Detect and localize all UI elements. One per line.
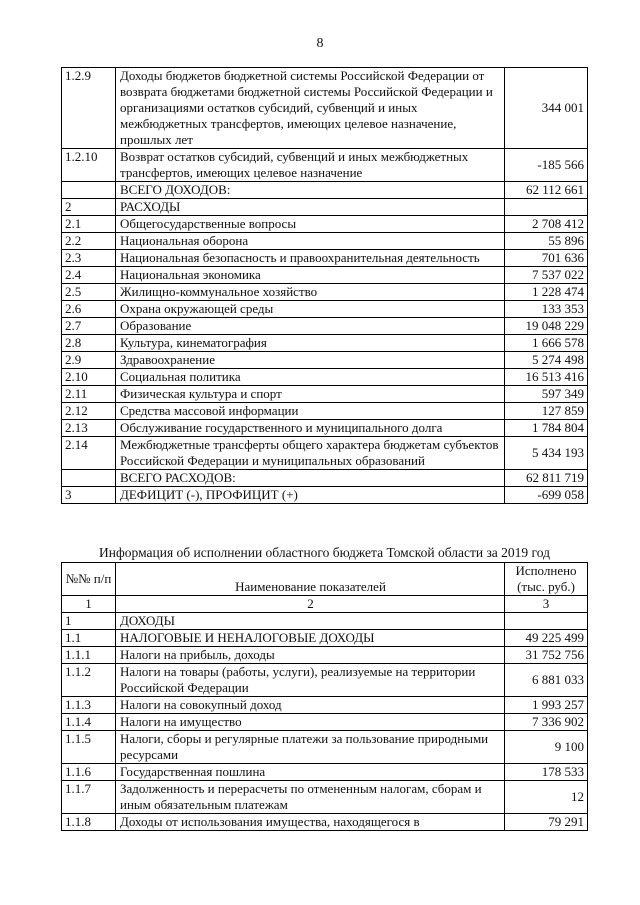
row-value: 2 708 412 xyxy=(505,216,588,233)
table-row xyxy=(62,352,588,369)
row-value: 127 859 xyxy=(505,403,588,420)
row-name: Налоги на имущество xyxy=(116,714,505,731)
row-name: Возврат остатков субсидий, субвенций и иных межбюджетных трансфертов, имеющих целевое назначение xyxy=(116,149,505,182)
table-row xyxy=(62,470,588,487)
table-row xyxy=(62,781,588,814)
row-value: 5 274 498 xyxy=(505,352,588,369)
row-name: ВСЕГО РАСХОДОВ: xyxy=(116,470,505,487)
budget-execution-table xyxy=(61,562,588,831)
table-row xyxy=(62,68,588,149)
row-name: Налоги на прибыль, доходы xyxy=(116,647,505,664)
row-code: 2.11 xyxy=(62,386,116,403)
table-row xyxy=(62,233,588,250)
table-row xyxy=(62,369,588,386)
row-value: 133 353 xyxy=(505,301,588,318)
row-name: Государственная пошлина xyxy=(116,764,505,781)
header-executed: Исполнено (тыс. руб.) xyxy=(505,563,588,596)
row-value: 5 434 193 xyxy=(505,437,588,470)
table-row xyxy=(62,714,588,731)
row-code: 1.1.6 xyxy=(62,764,116,781)
row-value: 597 349 xyxy=(505,386,588,403)
row-value: -699 058 xyxy=(505,487,588,504)
row-value: 62 112 661 xyxy=(505,182,588,199)
table-row xyxy=(62,335,588,352)
row-value: 701 636 xyxy=(505,250,588,267)
column-number: 3 xyxy=(505,596,588,613)
table-row xyxy=(62,386,588,403)
row-code: 2.1 xyxy=(62,216,116,233)
row-name: Средства массовой информации xyxy=(116,403,505,420)
row-code xyxy=(62,182,116,199)
row-name: Доходы бюджетов бюджетной системы Российской Федерации от возврата бюджетами бюджетной системы Российской Федерации и организациями остатков субсидий, субвенций и иных межбюджетных трансфертов, имеющих целевое назначение, прошлых лет xyxy=(116,68,505,149)
row-value: 31 752 756 xyxy=(505,647,588,664)
table-row xyxy=(62,182,588,199)
row-name: Жилищно-коммунальное хозяйство xyxy=(116,284,505,301)
row-value: 1 228 474 xyxy=(505,284,588,301)
header-name: Наименование показателей xyxy=(116,563,505,596)
table-row xyxy=(62,814,588,831)
table-row xyxy=(62,216,588,233)
row-value: 1 993 257 xyxy=(505,697,588,714)
row-name: Общегосударственные вопросы xyxy=(116,216,505,233)
row-name: Межбюджетные трансферты общего характера бюджетам субъектов Российской Федерации и муниципальных образований xyxy=(116,437,505,470)
row-name: Охрана окружающей среды xyxy=(116,301,505,318)
row-code: 2.14 xyxy=(62,437,116,470)
table-row xyxy=(62,613,588,630)
row-value: 7 336 902 xyxy=(505,714,588,731)
table-row xyxy=(62,403,588,420)
row-code: 1.1.2 xyxy=(62,664,116,697)
column-number: 1 xyxy=(62,596,116,613)
row-value: 1 666 578 xyxy=(505,335,588,352)
table-row xyxy=(62,301,588,318)
row-value: 16 513 416 xyxy=(505,369,588,386)
row-code: 1.2.9 xyxy=(62,68,116,149)
row-name: РАСХОДЫ xyxy=(116,199,505,216)
table-row xyxy=(62,149,588,182)
row-name: Задолженность и перерасчеты по отмененным налогам, сборам и иным обязательным платежам xyxy=(116,781,505,814)
row-code: 2.3 xyxy=(62,250,116,267)
row-name: ДЕФИЦИТ (-), ПРОФИЦИТ (+) xyxy=(116,487,505,504)
row-name: Налоги на совокупный доход xyxy=(116,697,505,714)
row-name: Национальная безопасность и правоохранительная деятельность xyxy=(116,250,505,267)
row-code: 2.10 xyxy=(62,369,116,386)
row-name: Физическая культура и спорт xyxy=(116,386,505,403)
row-value: 7 537 022 xyxy=(505,267,588,284)
row-code: 2.7 xyxy=(62,318,116,335)
row-code: 2.13 xyxy=(62,420,116,437)
table-row xyxy=(62,697,588,714)
table-row xyxy=(62,437,588,470)
row-code: 1.1.3 xyxy=(62,697,116,714)
table-row xyxy=(62,267,588,284)
row-name: НАЛОГОВЫЕ И НЕНАЛОГОВЫЕ ДОХОДЫ xyxy=(116,630,505,647)
row-value: -185 566 xyxy=(505,149,588,182)
column-number-row xyxy=(62,596,588,613)
row-name: Национальная оборона xyxy=(116,233,505,250)
row-name: Образование xyxy=(116,318,505,335)
page-number: 8 xyxy=(316,36,324,51)
row-code: 1.1.8 xyxy=(62,814,116,831)
row-name: Доходы от использования имущества, находящегося в xyxy=(116,814,505,831)
table-row xyxy=(62,630,588,647)
row-name: Здравоохранение xyxy=(116,352,505,369)
row-code: 1.2.10 xyxy=(62,149,116,182)
row-code: 1.1.5 xyxy=(62,731,116,764)
row-value: 6 881 033 xyxy=(505,664,588,697)
row-name: ДОХОДЫ xyxy=(116,613,505,630)
row-code: 1.1.7 xyxy=(62,781,116,814)
row-value: 19 048 229 xyxy=(505,318,588,335)
row-code: 2.2 xyxy=(62,233,116,250)
budget-table-continued xyxy=(61,67,588,504)
row-value xyxy=(505,199,588,216)
row-value: 49 225 499 xyxy=(505,630,588,647)
row-name: Обслуживание государственного и муниципального долга xyxy=(116,420,505,437)
table-row xyxy=(62,318,588,335)
table-row xyxy=(62,250,588,267)
row-code: 2.8 xyxy=(62,335,116,352)
table-row xyxy=(62,284,588,301)
table-row xyxy=(62,764,588,781)
row-value: 344 001 xyxy=(505,68,588,149)
row-code: 2.12 xyxy=(62,403,116,420)
row-value: 178 533 xyxy=(505,764,588,781)
row-name: ВСЕГО ДОХОДОВ: xyxy=(116,182,505,199)
row-code xyxy=(62,470,116,487)
row-value: 12 xyxy=(505,781,588,814)
row-name: Налоги на товары (работы, услуги), реализуемые на территории Российской Федерации xyxy=(116,664,505,697)
row-code: 2.9 xyxy=(62,352,116,369)
table-row xyxy=(62,647,588,664)
row-value: 62 811 719 xyxy=(505,470,588,487)
row-code: 2 xyxy=(62,199,116,216)
row-code: 1 xyxy=(62,613,116,630)
row-code: 2.5 xyxy=(62,284,116,301)
row-code: 1.1.4 xyxy=(62,714,116,731)
row-code: 2.6 xyxy=(62,301,116,318)
table-row xyxy=(62,664,588,697)
table-header-row xyxy=(62,563,588,596)
column-number: 2 xyxy=(116,596,505,613)
row-value: 79 291 xyxy=(505,814,588,831)
row-name: Социальная политика xyxy=(116,369,505,386)
row-code: 1.1 xyxy=(62,630,116,647)
row-code: 2.4 xyxy=(62,267,116,284)
table-row xyxy=(62,420,588,437)
row-name: Национальная экономика xyxy=(116,267,505,284)
row-value: 1 784 804 xyxy=(505,420,588,437)
row-name: Культура, кинематография xyxy=(116,335,505,352)
row-value: 9 100 xyxy=(505,731,588,764)
row-code: 3 xyxy=(62,487,116,504)
table-row xyxy=(62,199,588,216)
table-row xyxy=(62,731,588,764)
table-caption: Информация об исполнении областного бюджета Томской области за 2019 год xyxy=(99,545,550,560)
row-value xyxy=(505,613,588,630)
row-name: Налоги, сборы и регулярные платежи за пользование природными ресурсами xyxy=(116,731,505,764)
row-value: 55 896 xyxy=(505,233,588,250)
row-code: 1.1.1 xyxy=(62,647,116,664)
table-row xyxy=(62,487,588,504)
header-number: №№ п/п xyxy=(62,563,116,596)
